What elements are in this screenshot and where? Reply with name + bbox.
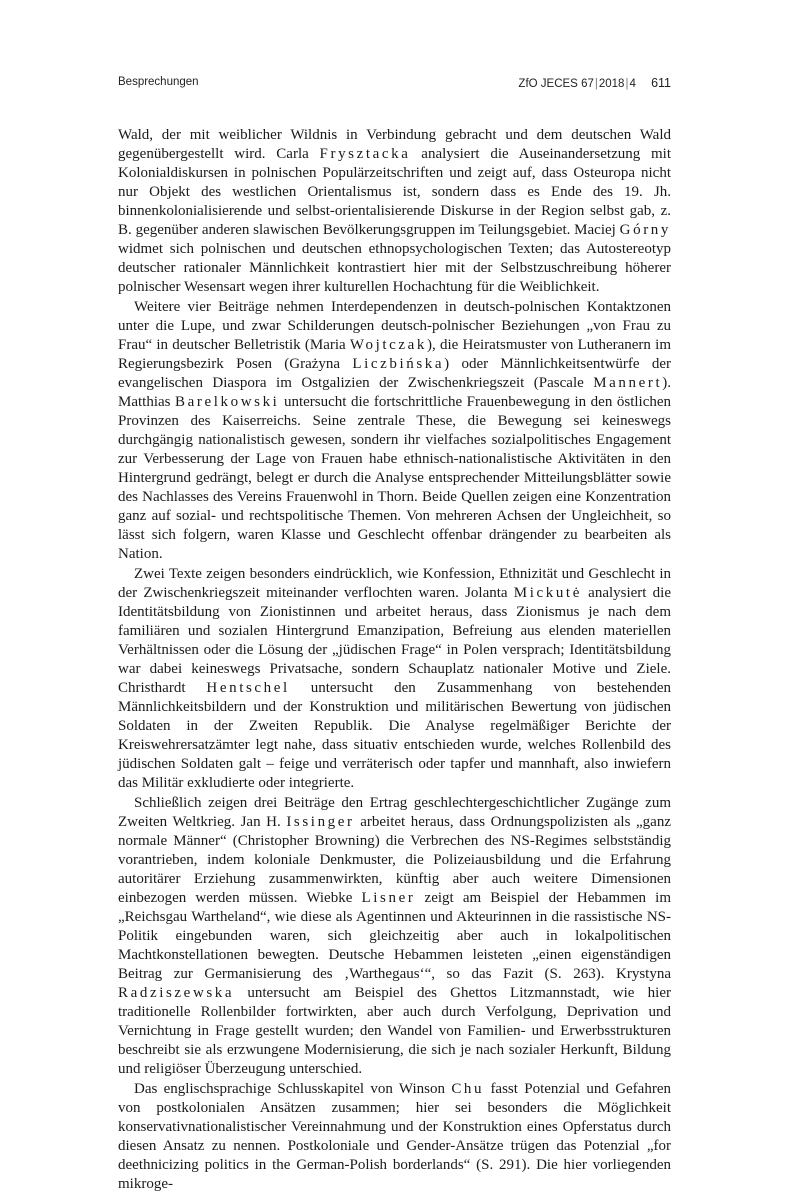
separator: | — [625, 78, 629, 90]
text-run: widmet sich polnischen und deutschen ethnopsychologischen Texten; das Autostereotyp deutscher rationaler Männlichkeit kontrastiert hier mit der Selbstzuschreibung höherer polnischer Wesensart wegen ihrer kulturellen Hochachtung für die Weiblichkeit. — [118, 241, 671, 295]
paragraph — [118, 1080, 671, 1194]
author-name: Issinger — [286, 814, 355, 830]
author-name: Mannert — [593, 375, 663, 391]
text-run: ), die Heiratsmuster von Lutheranern im Regierungsbezirk Posen (Grażyna — [118, 337, 671, 372]
author-name: Frysztacka — [319, 146, 411, 162]
author-name: Liczbińska — [352, 356, 445, 372]
text-run: ) oder Männlichkeitsentwürfe der evangelischen Diaspora im Ostgalizien der Zwischenkriegszeit (Pascale — [118, 356, 671, 391]
author-name: Hentschel — [206, 680, 290, 696]
author-name: Wojtczak — [349, 337, 427, 353]
paragraph — [118, 126, 671, 297]
text-run: untersucht die fortschrittliche Frauenbewegung in den östlichen Provinzen des Kaiserreichs. Seine zentrale These, die Bewegung sei keineswegs durchgängig nationalistisch gewesen, sondern ihr vielfaches sozialpolitisches Engagement zur Verbesserung der Lage von Frauen habe ethnisch-nationalistische Aktivitäten in den Hintergrund gedrängt, belegt er durch die Analyse entsprechender Mitteilungsblätter sowie des Nachlasses des Vereins Frauenwohl in Thorn. Beide Quellen zeigen eine Konzentration ganz auf sozial- und rechtspolitische Themen. Von mehreren Achsen der Ungleichheit, so lässt sich folgern, waren Klasse und Geschlecht offenbar drängender zu bearbeiten als Nation. — [118, 394, 672, 562]
issue: 4 — [629, 78, 636, 90]
text-run: fasst Potenzial und Gefahren von postkolonialen Ansätzen zusammen; hier sei besonders die Möglichkeit konservativnationalistischer Vereinnahmung und der Konstruktion eines Opferstatus durch diesen Ansatz zu nennen. Postkoloniale und Gender-Ansätze trügen das Potenzial „for deethnicizing politics in the German-Polish borderlands“ (S. 291). Die hier vorliegenden mikroge- — [118, 1081, 671, 1192]
author-name: Górny — [619, 222, 671, 238]
paragraph — [118, 794, 671, 1079]
section-title: Besprechungen — [118, 76, 199, 88]
text-run: Weitere vier Beiträge nehmen Interdependenzen in deutsch-polnischen Kontaktzonen unter die Lupe, und zwar Schilderungen deutsch-polnischer Beziehungen „von Frau zu Frau“ in deutscher Belletristik (Maria — [118, 299, 671, 353]
text-run: untersucht am Beispiel des Ghettos Litzmannstadt, wie hier traditionelle Rollenbilder fortwirkten, aber auch durch Verfolgung, Deprivation und Vernichtung in Frage gestellt wurden; den Wandel von Familien- und Erwerbsstrukturen beschreibt sie als erzwungene Modernisierung, die sich je nach sozialer Herkunft, Bildung und religiöser Überzeugung unterschied. — [118, 985, 671, 1077]
text-run: Das englischsprachige Schlusskapitel von Winson — [134, 1081, 452, 1097]
author-name: Mickutė — [513, 585, 582, 601]
text-run: Wald, der mit weiblicher Wildnis in Verbindung gebracht und dem deutschen Wald gegenübergestellt wird. Carla — [118, 127, 671, 162]
journal-info — [518, 76, 671, 90]
year: 2018 — [598, 78, 625, 90]
text-run: Schließlich zeigen drei Beiträge den Ertrag geschlechtergeschichtlicher Zugänge zum Zweiten Weltkrieg. Jan H. — [118, 795, 671, 830]
journal-name: ZfO JECES — [518, 78, 578, 90]
review-body-text — [118, 126, 671, 1195]
paragraph — [118, 298, 671, 564]
separator: | — [594, 78, 598, 90]
volume: 67 — [581, 78, 594, 90]
text-run: ). Matthias — [118, 375, 671, 410]
text-run: untersucht den Zusammenhang von bestehenden Männlichkeitsbildern und der Konstruktion und militärischen Bewertung von jüdischen Soldaten in der Zweiten Republik. Die Analyse regelmäßiger Berichte der Kreiswehrersatzämter legt nahe, dass situativ entschieden wurde, welches Rollenbild des jüdischen Soldaten galt – feige und verräterisch oder tapfer und mannhaft, also inwiefern das Militär exkludierte oder integrierte. — [118, 680, 671, 791]
text-run: analysiert die Auseinandersetzung mit Kolonialdiskursen in polnischen Populärzeitschriften und zeigt auf, dass Osteuropa nicht nur Objekt des westlichen Orientalismus ist, sondern dass es Ende des 19. Jh. binnenkolonialisierende und selbst-orientalisierende Diskurse in der Region selbst gab, z. B. gegenüber anderen slawischen Bevölkerungsgruppen im Teilungsgebiet. Maciej — [118, 146, 672, 238]
text-run: arbeitet heraus, dass Ordnungspolizisten als „ganz normale Männer“ (Christopher Browning) die Verbrechen des NS-Regimes selbstständig vorantrieben, indem koloniale Denkmuster, die Polizeiausbildung und die Erfahrung autoritärer Erziehung zusammenwirkten, künftig aber auch weitere Dimensionen einbezogen werden müssen. Wiebke — [118, 814, 671, 906]
author-name: Lisner — [361, 890, 416, 906]
author-name: Radziszewska — [118, 985, 235, 1001]
running-header — [118, 76, 671, 96]
text-run: zeigt am Beispiel der Hebammen im „Reichsgau Wartheland“, wie diese als Agentinnen und Akteurinnen in die rassistische NS-Politik eingebunden waren, sich gleichzeitig aber auch in lokalpolitischen Machtkonstellationen bewegten. Deutsche Hebammen leisteten „einen eigenständigen Beitrag zur Germanisierung des ‚Warthegaus‘“, so das Fazit (S. 263). Krystyna — [118, 890, 671, 982]
text-run: Zwei Texte zeigen besonders eindrücklich, wie Konfession, Ethnizität und Geschlecht in der Zwischenkriegszeit miteinander verflochten waren. Jolanta — [118, 566, 671, 601]
author-name: Barelkowski — [175, 394, 280, 410]
paragraph — [118, 565, 671, 793]
text-run: analysiert die Identitätsbildung von Zionistinnen und arbeitet heraus, dass Zionismus je nach dem familiären und sozialen Hintergrund Emanzipation, Befreiung aus elenden materiellen Verhältnissen oder die Lösung der „jüdischen Frage“ in Polen versprach; Identitätsbildung war dabei keineswegs Privatsache, sondern Schauplatz nationaler Motive und Ziele. Christhardt — [118, 585, 671, 696]
author-name: Chu — [451, 1081, 485, 1097]
page-number: 611 — [651, 76, 671, 90]
